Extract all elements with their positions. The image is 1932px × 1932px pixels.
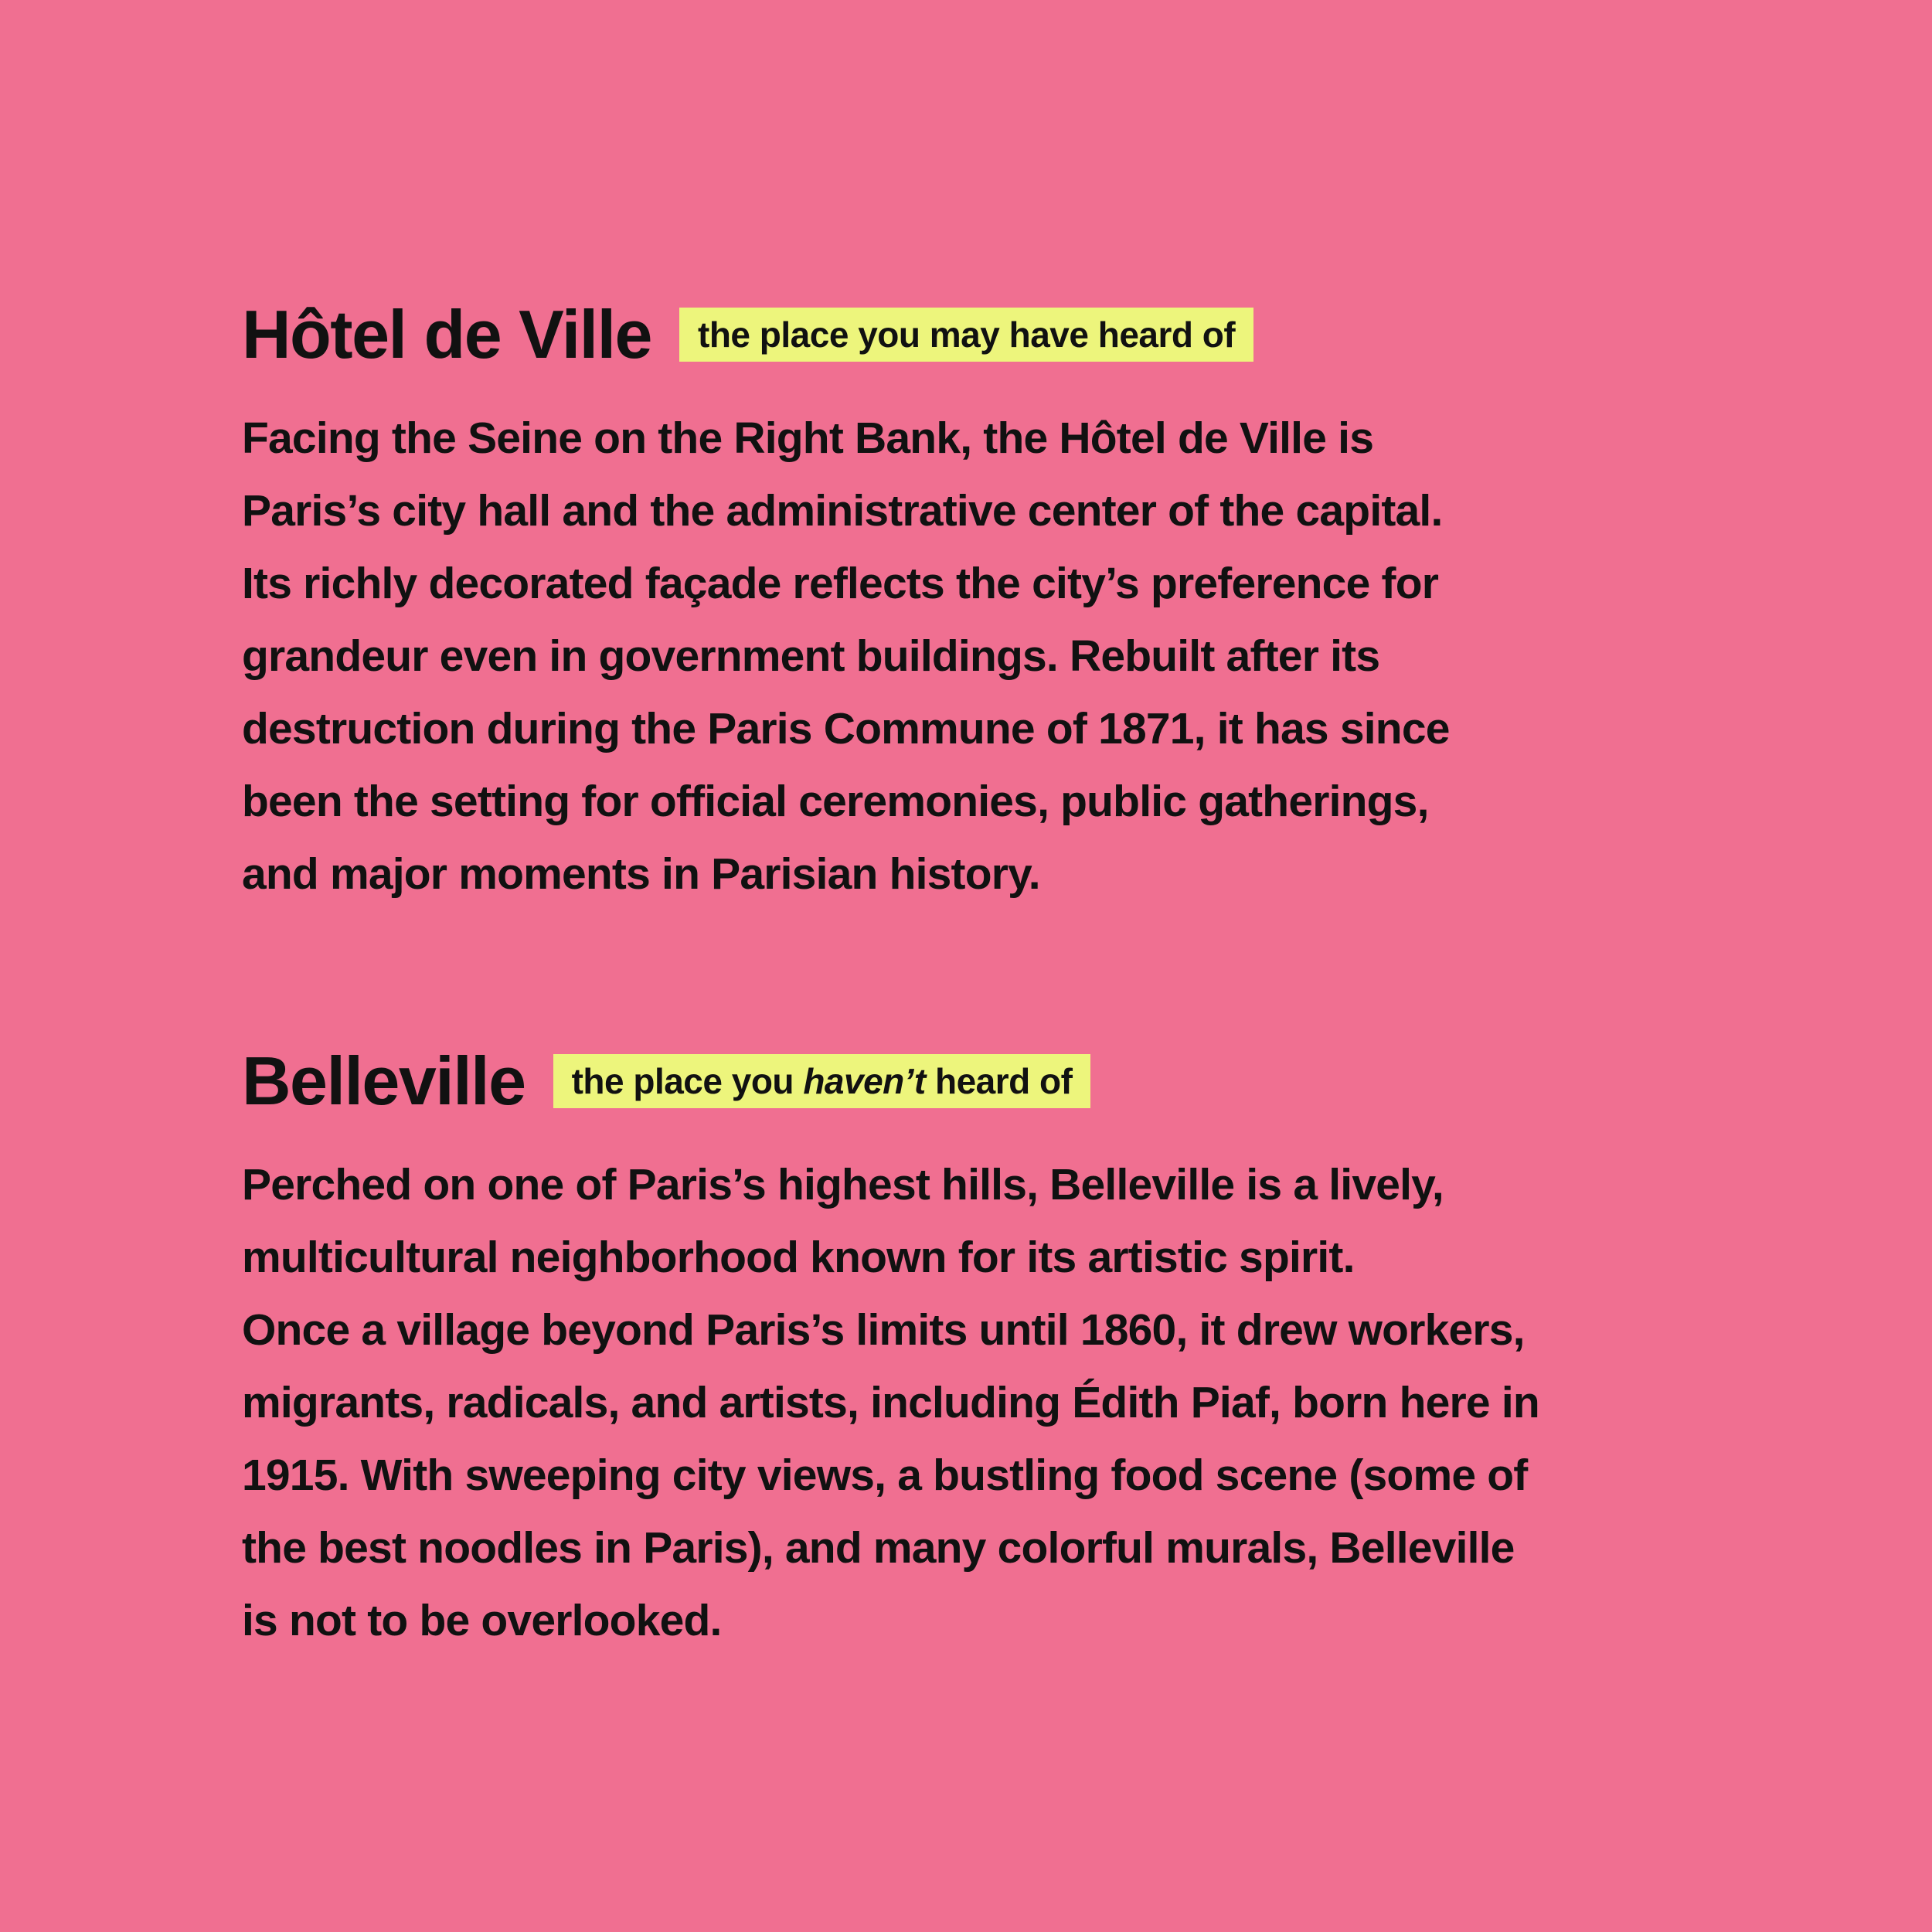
belleville-line: Once a village beyond Paris’s limits until 1860, it drew workers, bbox=[242, 1305, 1525, 1355]
belleville-heading-row bbox=[242, 1044, 1710, 1117]
hotel-de-ville-heading-row bbox=[242, 295, 1710, 372]
hotel-de-ville-title: Hôtel de Ville bbox=[242, 295, 651, 372]
hotel-de-ville-line: Its richly decorated façade reflects the city’s preference for bbox=[242, 559, 1439, 608]
belleville-title: Belleville bbox=[242, 1042, 526, 1119]
belleville-line: multicultural neighborhood known for its artistic spirit. bbox=[242, 1233, 1355, 1282]
belleville-tag-emphasis: haven’t bbox=[803, 1060, 926, 1101]
belleville-line: Perched on one of Paris’s highest hills, Belleville is a lively, bbox=[242, 1160, 1444, 1209]
belleville-tag-before: the place you bbox=[571, 1060, 804, 1101]
hotel-de-ville-line: Paris’s city hall and the administrative center of the capital. bbox=[242, 486, 1443, 536]
hotel-de-ville-line: Facing the Seine on the Right Bank, the Hôtel de Ville is bbox=[242, 413, 1374, 463]
belleville-line: is not to be overlooked. bbox=[242, 1596, 722, 1645]
hotel-de-ville-tag: the place you may have heard of bbox=[679, 308, 1253, 362]
hotel-de-ville-line: grandeur even in government buildings. Rebuilt after its bbox=[242, 631, 1380, 681]
hotel-de-ville-section bbox=[242, 295, 1710, 910]
belleville-line: the best noodles in Paris), and many colorful murals, Belleville bbox=[242, 1523, 1515, 1573]
belleville-line: migrants, radicals, and artists, including Édith Piaf, born here in bbox=[242, 1378, 1539, 1427]
belleville-section bbox=[242, 1044, 1710, 1657]
hotel-de-ville-description bbox=[242, 402, 1710, 910]
hotel-de-ville-line: been the setting for official ceremonies, public gatherings, bbox=[242, 777, 1429, 826]
hotel-de-ville-line: destruction during the Paris Commune of 1871, it has since bbox=[242, 704, 1450, 753]
hotel-de-ville-line: and major moments in Parisian history. bbox=[242, 849, 1040, 899]
belleville-line: 1915. With sweeping city views, a bustling food scene (some of bbox=[242, 1451, 1528, 1500]
belleville-tag-after: heard of bbox=[925, 1060, 1073, 1101]
belleville-tag bbox=[553, 1054, 1091, 1108]
belleville-description bbox=[242, 1148, 1710, 1657]
